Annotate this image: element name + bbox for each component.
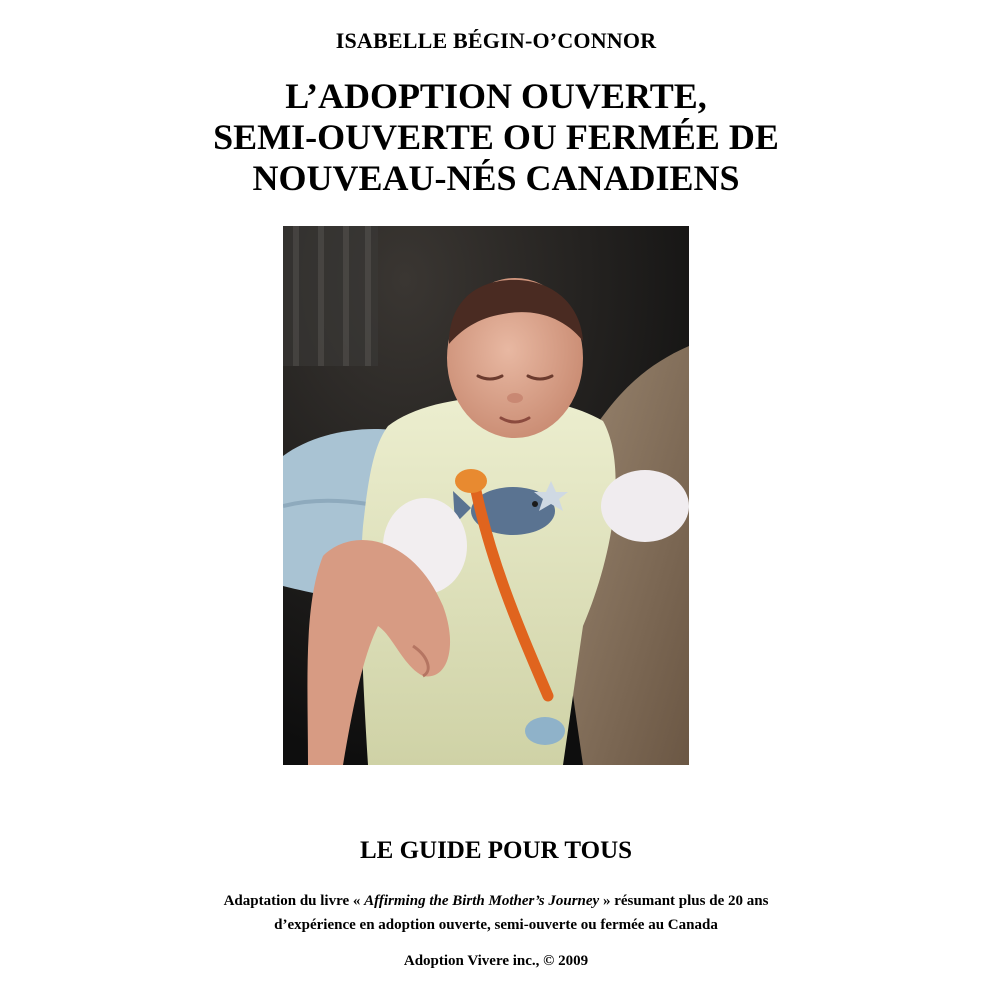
book-title-line-3: NOUVEAU-NÉS CANADIENS bbox=[252, 158, 740, 198]
publisher-copyright: Adoption Vivere inc., © 2009 bbox=[403, 953, 589, 969]
right-mitten bbox=[601, 470, 689, 542]
baby-photo-illustration bbox=[283, 226, 689, 765]
window-blinds bbox=[283, 226, 378, 366]
book-description bbox=[0, 889, 992, 937]
cover-photo bbox=[283, 226, 689, 765]
description-suffix: » résumant plus de 20 ans bbox=[599, 893, 769, 909]
description-line-1 bbox=[0, 889, 992, 913]
description-prefix: Adaptation du livre « bbox=[223, 893, 365, 909]
guide-subtitle: LE GUIDE POUR TOUS bbox=[359, 837, 633, 864]
book-title bbox=[0, 76, 992, 199]
author-name: ISABELLE BÉGIN-O’CONNOR bbox=[335, 28, 657, 53]
original-book-title: Affirming the Birth Mother’s Journey bbox=[364, 893, 600, 909]
book-title-line-1: L’ADOPTION OUVERTE, bbox=[285, 76, 707, 116]
description-line-2: d’expérience en adoption ouverte, semi-ouverte ou fermée au Canada bbox=[274, 917, 718, 933]
book-title-line-2: SEMI-OUVERTE OU FERMÉE DE bbox=[213, 117, 779, 157]
pacifier bbox=[525, 717, 565, 745]
